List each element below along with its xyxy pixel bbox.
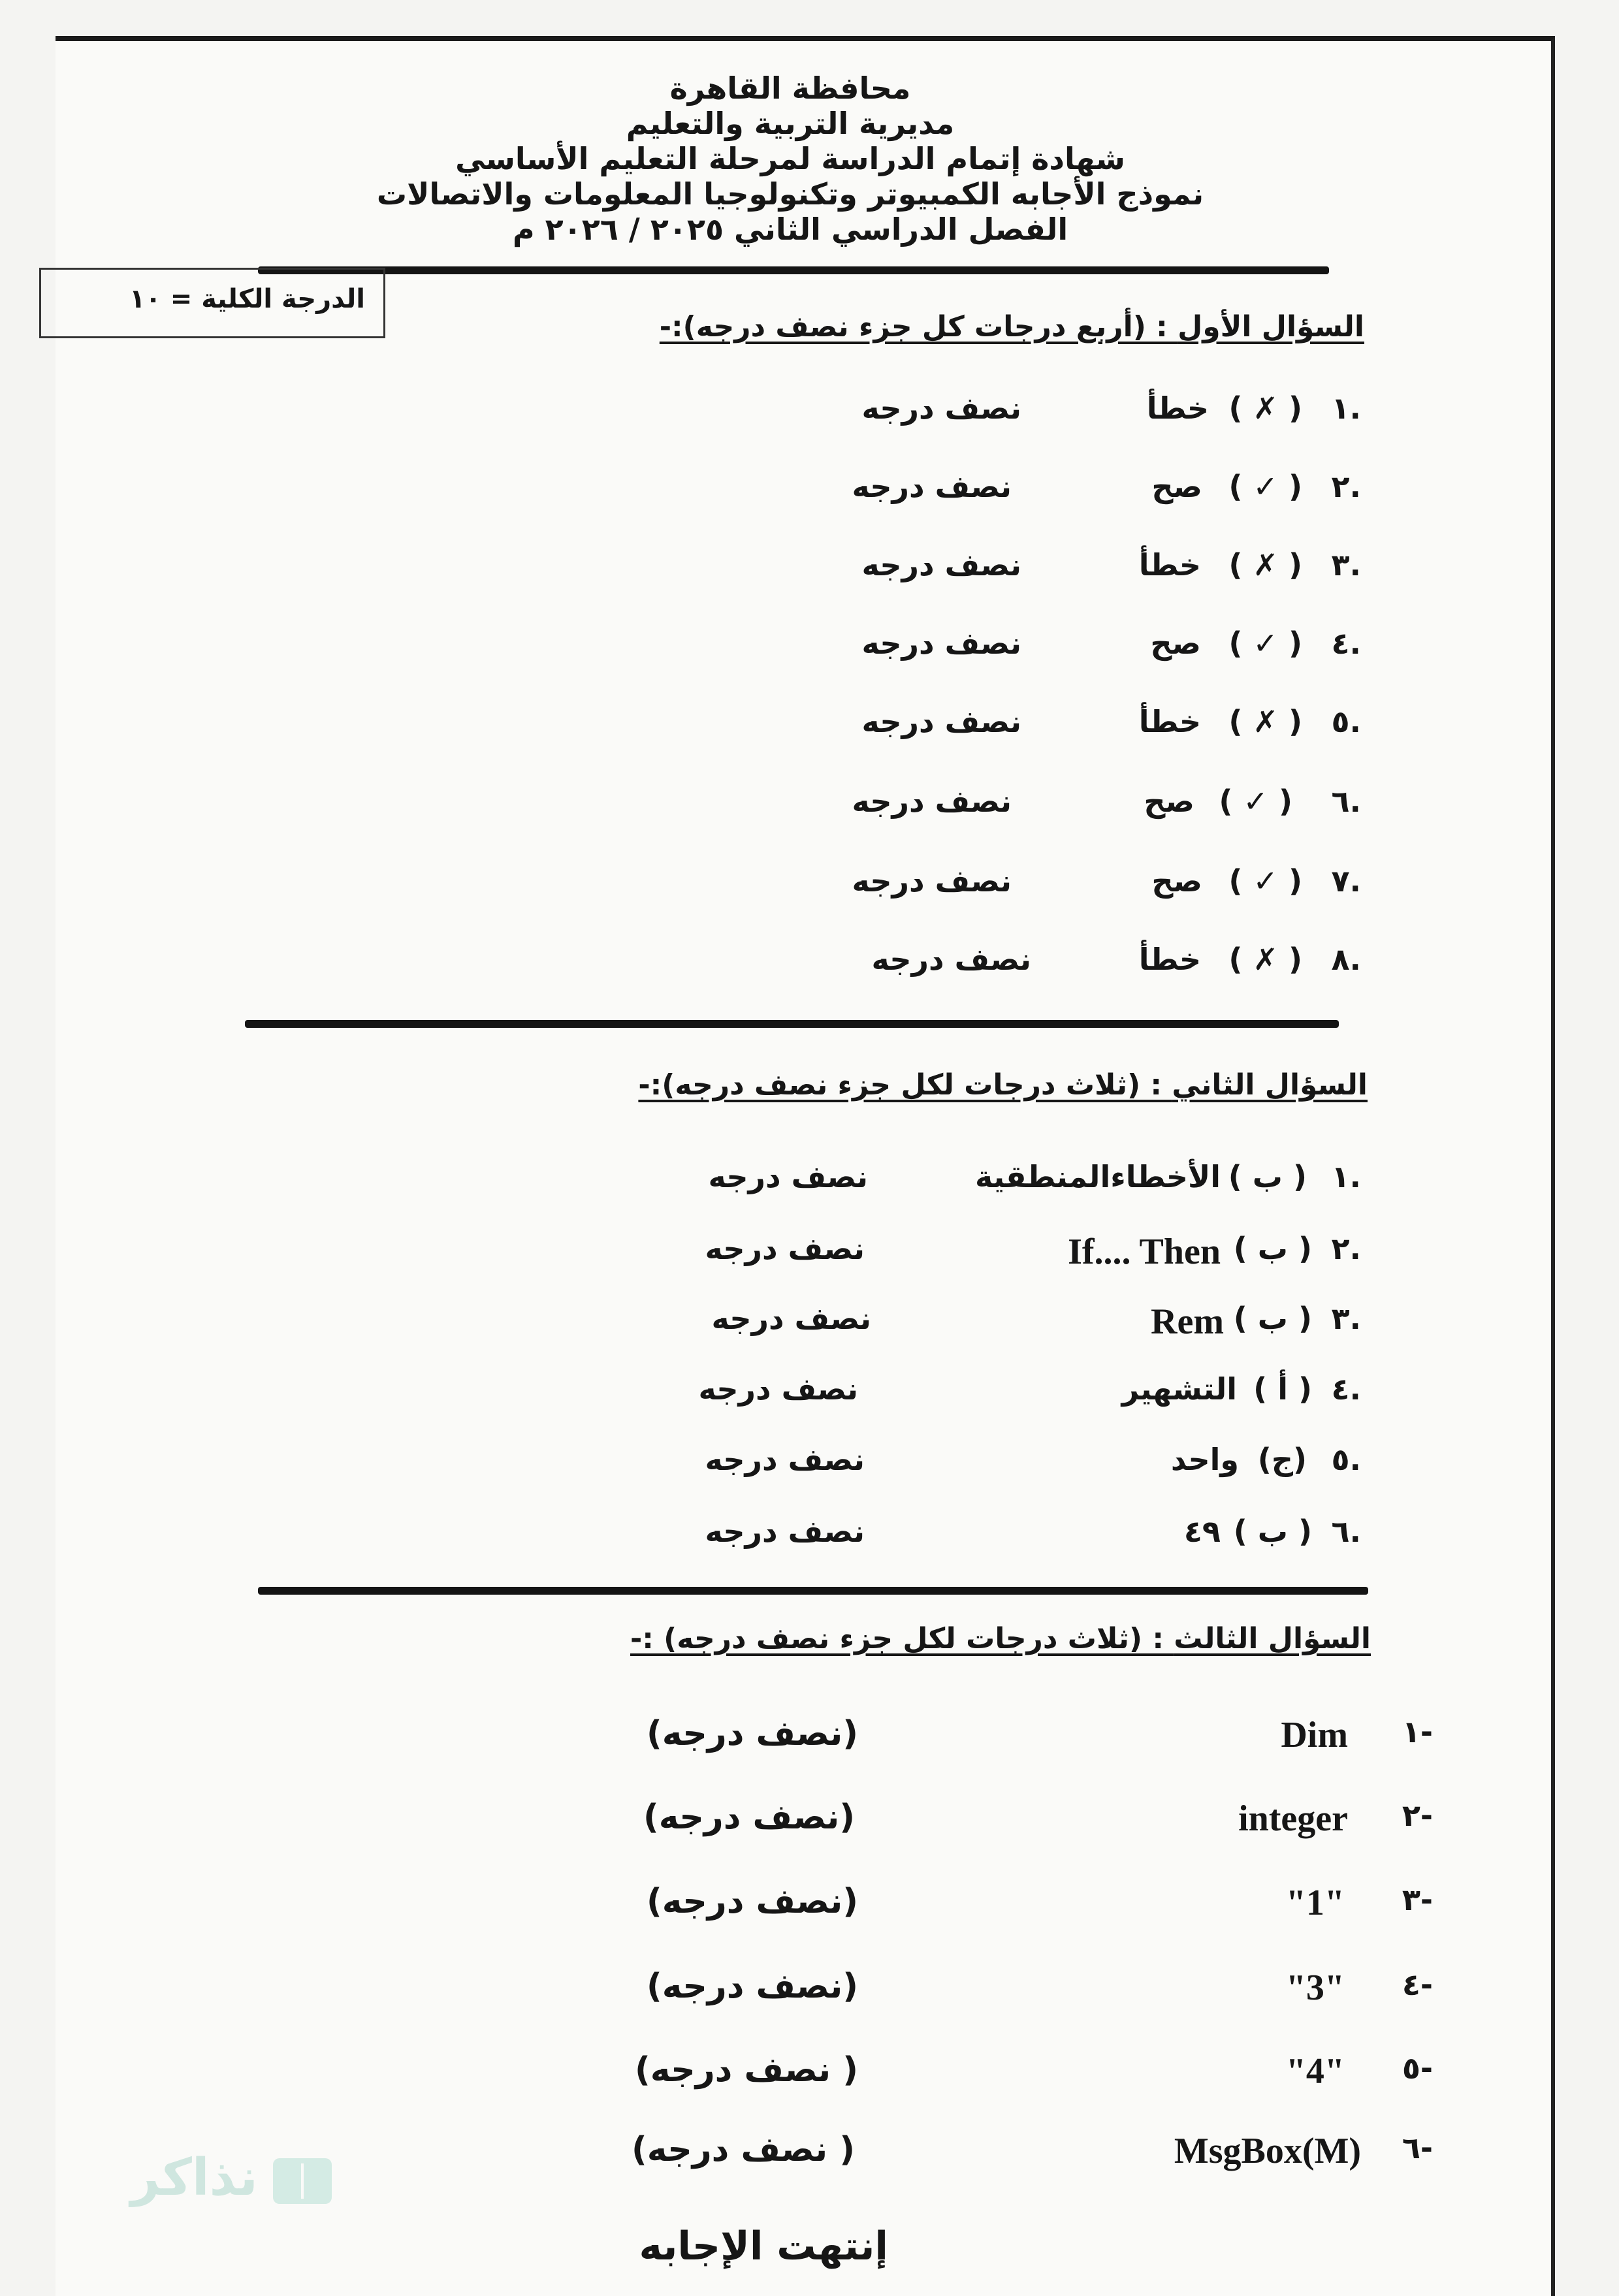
list-item — [0, 704, 1619, 750]
list-item — [0, 1967, 1619, 2013]
item-number: .٣ — [1331, 1301, 1361, 1336]
total-grade-label: الدرجة الكلية = ١٠ — [129, 284, 365, 314]
answer-text: ٤٩ — [1183, 1514, 1221, 1549]
answer-text: integer — [1238, 1798, 1348, 1839]
item-number: .٨ — [1331, 942, 1361, 977]
item-number: .٥ — [1331, 704, 1361, 739]
answer-text: خطأ — [1138, 704, 1201, 739]
list-item — [0, 1514, 1619, 1559]
item-number: .١ — [1331, 1159, 1361, 1194]
answer-text: الأخطاءالمنطقية — [974, 1159, 1221, 1194]
answer-mark: ( ✗ ) — [1228, 942, 1302, 977]
list-item — [0, 1371, 1619, 1417]
answer-text: "4" — [1285, 2051, 1345, 2092]
answer-text: صح — [1151, 863, 1202, 899]
answer-choice: ( ب ) — [1233, 1514, 1312, 1549]
answer-mark: ( ✓ ) — [1228, 863, 1302, 899]
list-item — [0, 1231, 1619, 1277]
list-item — [0, 784, 1619, 829]
q2-divider — [258, 1587, 1368, 1595]
answer-choice: ( ب ) — [1228, 1159, 1307, 1194]
answer-text: "3" — [1285, 1968, 1345, 2008]
item-number: .٥ — [1331, 1442, 1361, 1477]
answer-mark: ( ✓ ) — [1228, 626, 1302, 661]
answer-text: صح — [1151, 469, 1202, 504]
answer-text: خطأ — [1146, 391, 1209, 426]
answer-text: واحد — [1170, 1442, 1239, 1477]
item-number: .٤ — [1331, 626, 1361, 661]
item-number: .٦ — [1331, 784, 1361, 819]
answer-text: If.... Then — [1068, 1232, 1221, 1272]
book-icon — [273, 2158, 332, 2204]
item-number: -٤ — [1402, 1967, 1433, 2002]
list-item — [0, 1798, 1619, 1843]
q2-title — [638, 1068, 1368, 1102]
answer-text: "1" — [1285, 1883, 1345, 1923]
list-item — [0, 469, 1619, 515]
item-number: .١ — [1331, 391, 1361, 426]
list-item — [0, 863, 1619, 909]
score-text: نصف درجه — [861, 626, 1021, 661]
answer-choice: (ج) — [1257, 1442, 1307, 1477]
answer-mark: ( ✓ ) — [1228, 469, 1302, 504]
score-text: نصف درجه — [705, 1231, 865, 1266]
score-text: نصف درجه — [852, 469, 1012, 504]
answer-choice: ( أ ) — [1253, 1371, 1312, 1407]
header-model-answer: نموذج الأجابه الكمبيوتر وتكنولوجيا المعلومات والاتصالات — [376, 176, 1204, 212]
header-semester: الفصل الدراسي الثاني ٢٠٢٥ / ٢٠٢٦ م — [512, 212, 1068, 247]
score-text: نصف درجه — [861, 391, 1021, 426]
q1-instructions: : (أربع درجات كل جزء نصف درجه):- — [659, 310, 1178, 343]
list-item — [0, 626, 1619, 671]
item-number: .٦ — [1331, 1514, 1361, 1549]
list-item — [0, 2050, 1619, 2096]
item-number: .٢ — [1331, 1231, 1361, 1266]
answer-text: صح — [1144, 784, 1194, 819]
header-governorate: محافظة القاهرة — [669, 71, 911, 106]
answer-text: خطأ — [1138, 942, 1201, 977]
score-text: نصف درجه — [705, 1442, 865, 1477]
answer-text: Rem — [1151, 1301, 1224, 1342]
list-item — [0, 547, 1619, 593]
score-text: نصف درجه — [705, 1514, 865, 1549]
item-number: -٥ — [1402, 2050, 1433, 2086]
answer-text: خطأ — [1138, 547, 1201, 582]
answer-text: MsgBox(M) — [1174, 2131, 1361, 2171]
header-certificate: شهادة إتمام الدراسة لمرحلة التعليم الأساسي — [455, 141, 1125, 176]
q3-instructions: : (ثلاث درجات لكل جزء نصف درجه) :- — [630, 1622, 1174, 1655]
list-item — [0, 1159, 1619, 1205]
list-item — [0, 1714, 1619, 1760]
score-text: نصف درجه — [852, 784, 1012, 819]
item-number: .٤ — [1331, 1371, 1361, 1407]
score-text: (نصف درجه) — [647, 1714, 858, 1753]
q1-divider — [245, 1020, 1339, 1028]
list-item — [0, 1882, 1619, 1928]
list-item — [0, 942, 1619, 987]
item-number: -٢ — [1402, 1798, 1433, 1833]
q3-label: السؤال الثالث — [1174, 1622, 1371, 1655]
answer-text: Dim — [1281, 1715, 1348, 1755]
item-number: .٢ — [1331, 469, 1361, 504]
score-text: ( نصف درجه) — [634, 2050, 858, 2090]
answer-mark: ( ✓ ) — [1219, 784, 1292, 819]
list-item — [0, 1442, 1619, 1488]
answer-text: التشهير — [1121, 1371, 1237, 1407]
list-item — [0, 391, 1619, 436]
q2-instructions: : (ثلاث درجات لكل جزء نصف درجه):- — [638, 1068, 1172, 1102]
answer-text: صح — [1150, 626, 1201, 661]
header-divider — [258, 266, 1329, 274]
answer-mark: ( ✗ ) — [1228, 547, 1302, 582]
q1-label: السؤال الأول — [1178, 310, 1364, 343]
watermark-logo-text: نذاكر — [131, 2148, 258, 2207]
score-text: (نصف درجه) — [647, 1882, 858, 1921]
item-number: -٦ — [1402, 2130, 1433, 2165]
score-text: نصف درجه — [711, 1301, 871, 1336]
item-number: .٧ — [1331, 863, 1361, 899]
score-text: ( نصف درجه) — [631, 2130, 855, 2169]
q3-title — [630, 1622, 1371, 1655]
total-grade-box — [39, 268, 385, 338]
answer-choice: ( ب ) — [1233, 1231, 1312, 1266]
answer-choice: ( ب ) — [1233, 1301, 1312, 1336]
score-text: نصف درجه — [871, 942, 1031, 977]
score-text: (نصف درجه) — [647, 1967, 858, 2006]
item-number: -١ — [1402, 1714, 1433, 1749]
item-number: .٣ — [1331, 547, 1361, 582]
score-text: نصف درجه — [708, 1159, 868, 1194]
answer-mark: ( ✗ ) — [1228, 391, 1302, 426]
header-directorate: مديرية التربية والتعليم — [626, 106, 955, 141]
score-text: نصف درجه — [861, 547, 1021, 582]
q2-label: السؤال الثاني — [1172, 1068, 1368, 1102]
item-number: -٣ — [1402, 1882, 1433, 1917]
score-text: نصف درجه — [852, 863, 1012, 899]
score-text: نصف درجه — [861, 704, 1021, 739]
answer-mark: ( ✗ ) — [1228, 704, 1302, 739]
list-item — [0, 1301, 1619, 1347]
score-text: نصف درجه — [698, 1371, 858, 1407]
q1-title — [660, 310, 1364, 343]
end-of-answers: إنتهت الإجابه — [639, 2224, 888, 2269]
score-text: (نصف درجه) — [643, 1798, 855, 1837]
